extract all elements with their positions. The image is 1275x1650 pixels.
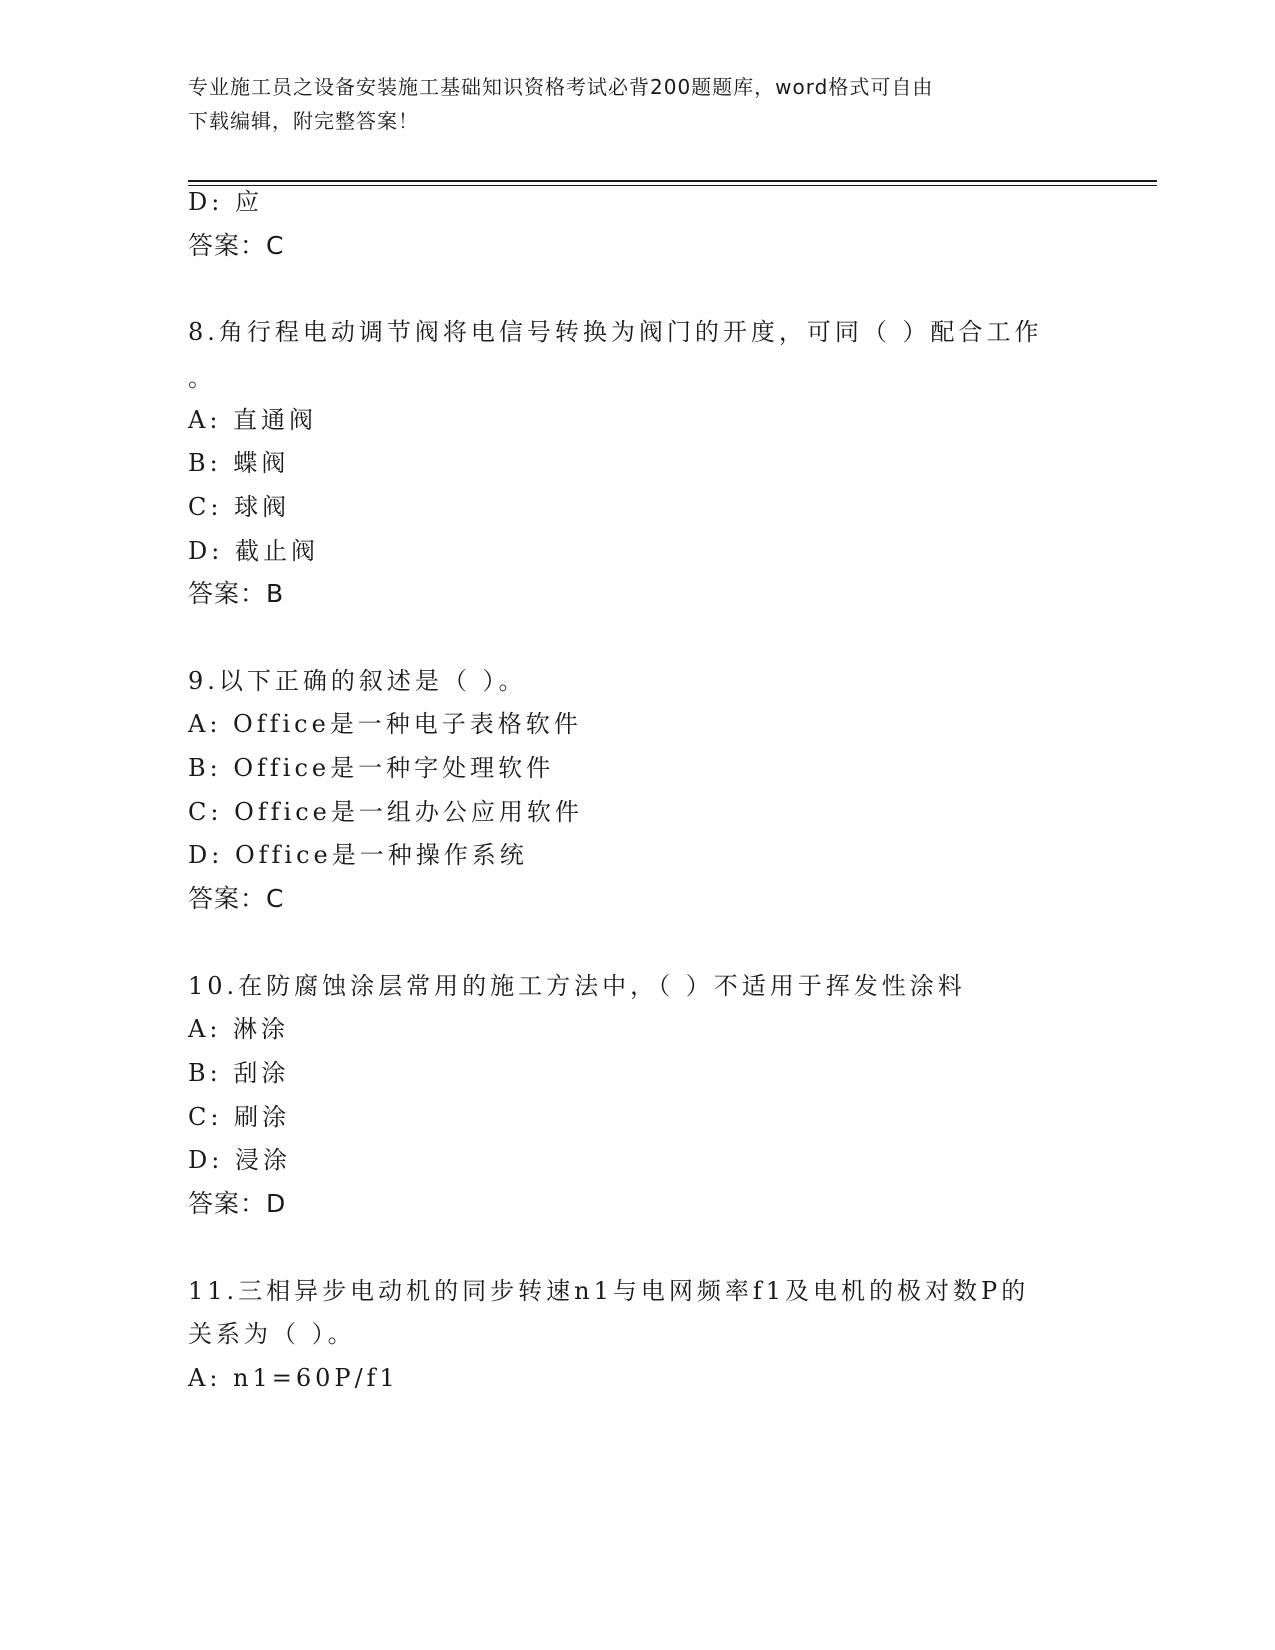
q9-answer: 答案：C	[188, 884, 285, 913]
q8-option-a: A: 直通阀	[188, 406, 318, 434]
q8-option-b: B: 蝶阀	[188, 449, 290, 477]
q10-option-c: C: 刷涂	[188, 1103, 291, 1131]
q9-option-b: B: Office是一种字处理软件	[188, 754, 555, 782]
header-divider-thin	[188, 185, 1157, 186]
q9-option-d: D: Office是一种操作系统	[188, 841, 528, 869]
q8-answer: 答案：B	[188, 579, 285, 608]
q10-option-b: B: 刮涂	[188, 1059, 290, 1087]
q9-option-a: A: Office是一种电子表格软件	[188, 710, 582, 738]
q10-option-d: D: 浸涂	[188, 1146, 291, 1174]
q10-answer: 答案：D	[188, 1189, 287, 1218]
prev-option-d: D: 应	[188, 188, 263, 216]
q10-stem-line-1: 10.在防腐蚀涂层常用的施工方法中，（ ）不适用于挥发性涂料	[188, 972, 966, 1000]
q10-option-a: A: 淋涂	[188, 1015, 290, 1043]
q9-stem-line-1: 9.以下正确的叙述是（ ）。	[188, 667, 527, 695]
header-divider-thick	[188, 180, 1157, 182]
q8-stem-line-2: 。	[188, 364, 216, 392]
header-text	[188, 70, 1088, 138]
q9-option-c: C: Office是一组办公应用软件	[188, 798, 583, 826]
header-line-1: 专业施工员之设备安装施工基础知识资格考试必背200题题库，word格式可自由	[188, 75, 934, 99]
prev-answer: 答案：C	[188, 231, 285, 260]
q8-option-d: D: 截止阀	[188, 537, 319, 565]
q8-stem-line-1: 8.角行程电动调节阀将电信号转换为阀门的开度，可同（ ）配合工作	[188, 318, 1043, 346]
header-line-2: 下载编辑，附完整答案！	[188, 109, 419, 133]
q11-stem-line-1: 11.三相异步电动机的同步转速n1与电网频率f1及电机的极对数P的	[188, 1277, 1030, 1305]
q11-option-a: A: n1=60P/f1	[188, 1364, 399, 1392]
q11-stem-line-2: 关系为（ ）。	[188, 1320, 356, 1348]
q8-option-c: C: 球阀	[188, 493, 291, 521]
